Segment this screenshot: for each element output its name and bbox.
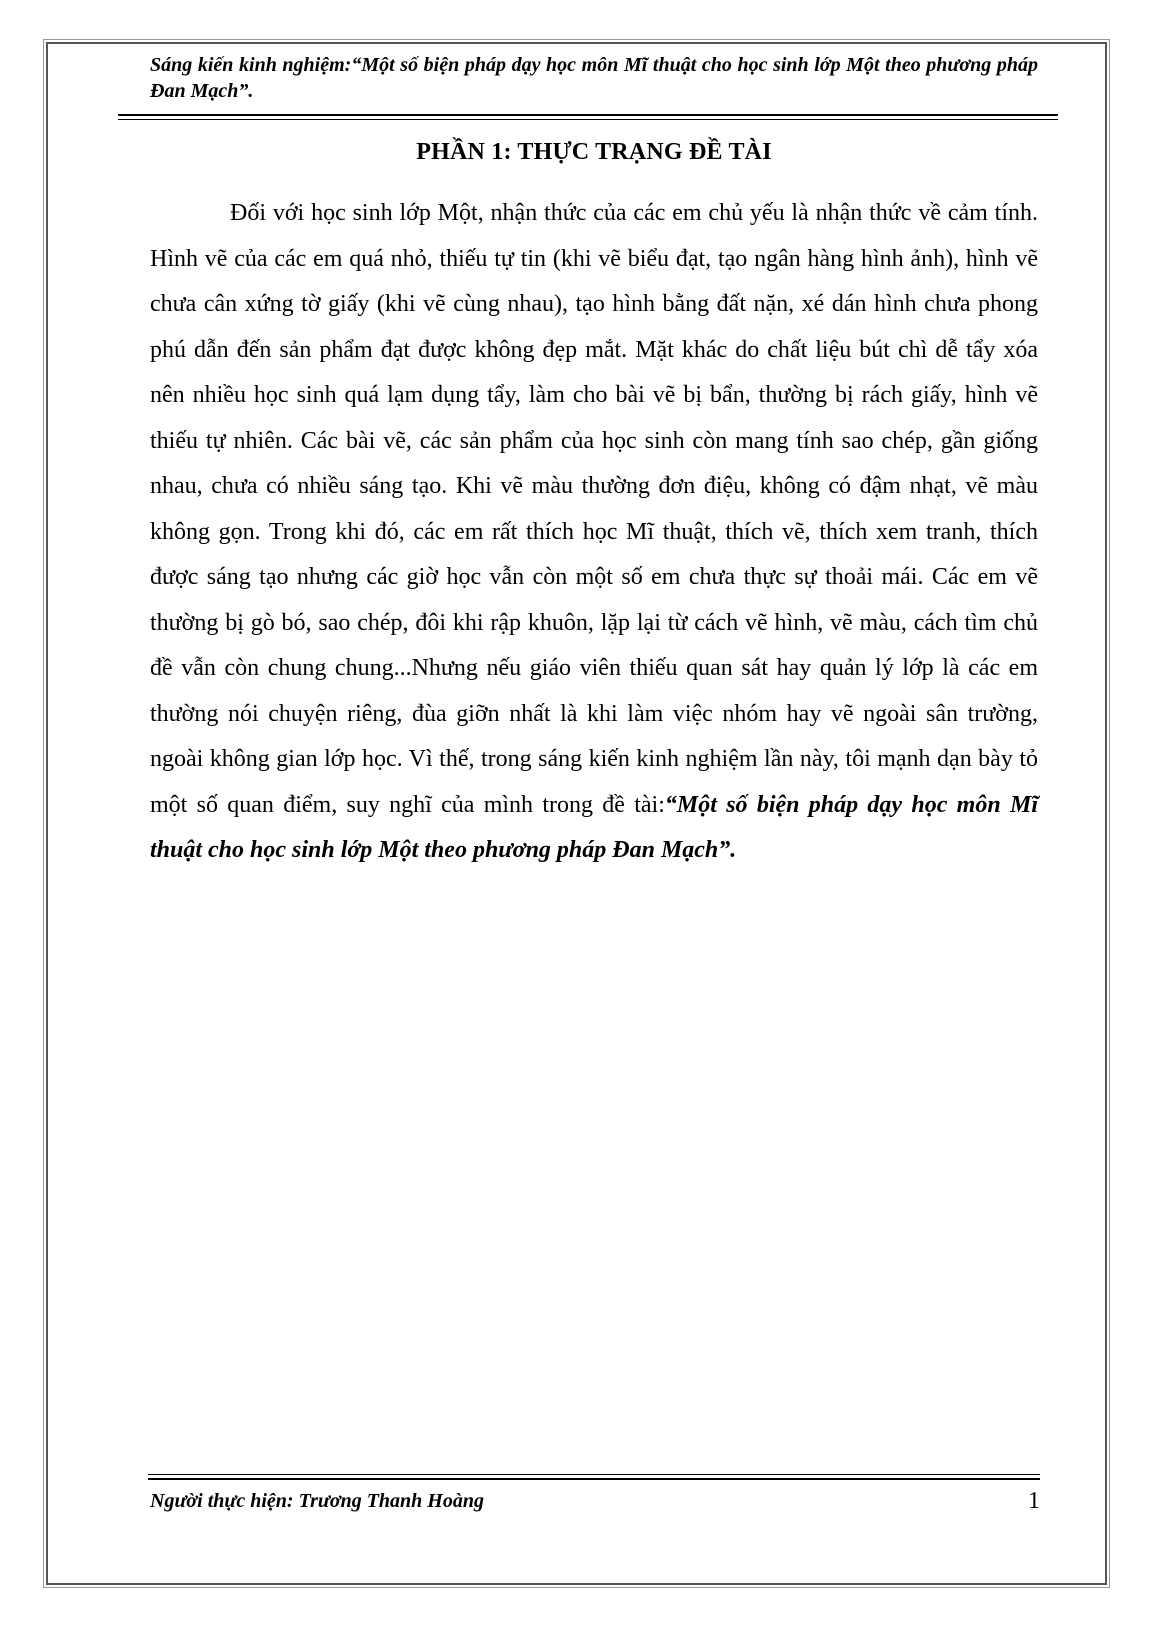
body-paragraph bbox=[150, 191, 1038, 874]
page-header: Sáng kiến kinh nghiệm:“Một số biện pháp dạy học môn Mĩ thuật cho học sinh lớp Một theo phương pháp Đan Mạch”. bbox=[150, 54, 1038, 102]
section-title: PHẦN 1: THỰC TRẠNG ĐỀ TÀI bbox=[416, 139, 772, 165]
footer-divider bbox=[148, 1474, 1040, 1480]
page-number: 1 bbox=[1028, 1488, 1040, 1514]
body-text: Đối với học sinh lớp Một, nhận thức của các em chủ yếu là nhận thức về cảm tính. Hình vẽ của các em quá nhỏ, thiếu tự tin (khi vẽ biểu đạt, tạo ngân hàng hình ảnh), hình vẽ chưa cân xứng tờ giấy (khi vẽ cùng nhau), tạo hình bằng đất nặn, xé dán hình chưa phong phú dẫn đến sản phẩm đạt được không đẹp mắt. Mặt khác do chất liệu bút chì dễ tẩy xóa nên nhiều học sinh quá lạm dụng tẩy, làm cho bài vẽ bị bẩn, thường bị rách giấy, hình vẽ thiếu tự nhiên. Các bài vẽ, các sản phẩm của học sinh còn mang tính sao chép, gần giống nhau, chưa có nhiều sáng tạo. Khi vẽ màu thường đơn điệu, không có đậm nhạt, vẽ màu không gọn. Trong khi đó, các em rất thích học Mĩ thuật, thích vẽ, thích xem tranh, thích được sáng tạo nhưng các giờ học vẫn còn một số em chưa thực sự thoải mái. Các em vẽ thường bị gò bó, sao chép, đôi khi rập khuôn, lặp lại từ cách vẽ hình, vẽ màu, cách tìm chủ đề vẫn còn chung chung...Nhưng nếu giáo viên thiếu quan sát hay quản lý lớp là các em thường nói chuyện riêng, đùa giỡn nhất là khi làm việc nhóm hay vẽ ngoài sân trường, ngoài không gian lớp học. Vì thế, trong sáng kiến kinh nghiệm lần này, tôi mạnh dạn bày tỏ một số quan điểm, suy nghĩ của mình trong đề tài: bbox=[150, 200, 1038, 818]
footer-author: Người thực hiện: Trương Thanh Hoàng bbox=[150, 1490, 484, 1512]
topic-title-emphasis: “Một số biện pháp dạy học môn Mĩ thuật cho học sinh lớp Một theo phương pháp Đan Mạch”. bbox=[150, 791, 1038, 863]
header-divider bbox=[118, 114, 1058, 120]
